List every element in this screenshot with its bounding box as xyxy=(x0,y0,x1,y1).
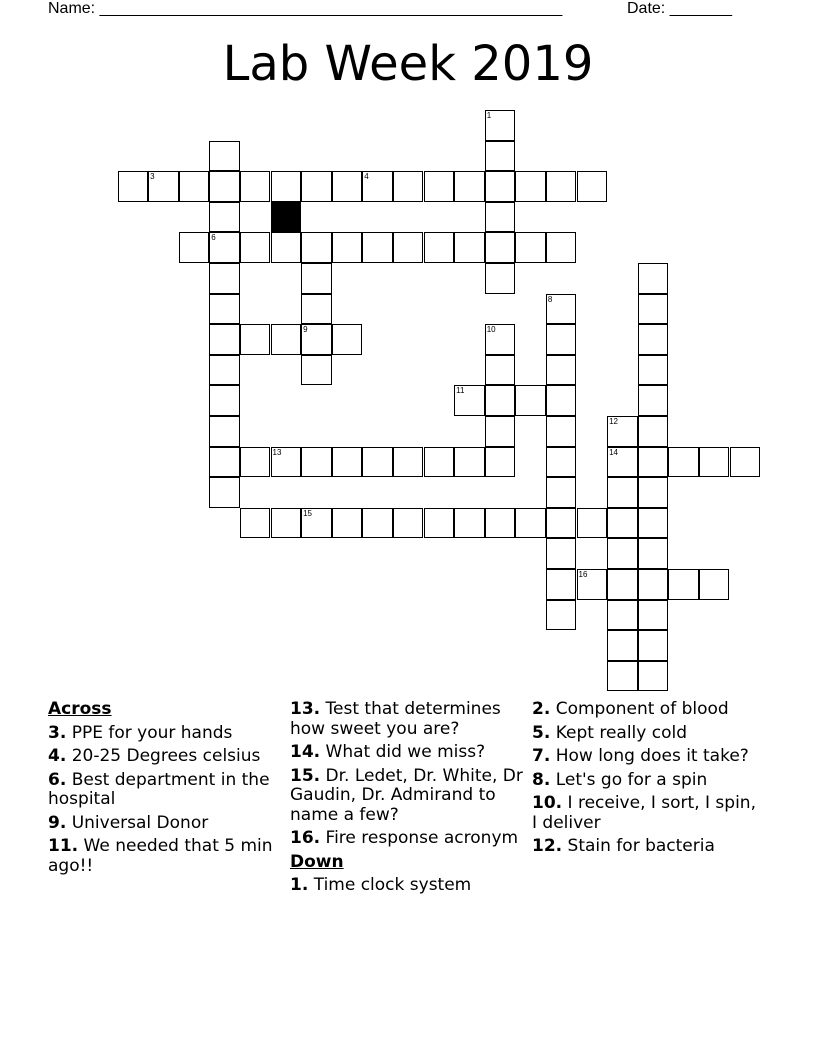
clue-number: 16 xyxy=(578,570,588,579)
clue-number: 9 xyxy=(303,325,308,335)
grid-cell[interactable] xyxy=(209,447,240,478)
grid-cell[interactable] xyxy=(424,232,455,263)
grid-cell[interactable] xyxy=(577,508,608,539)
clue-number: 4 xyxy=(364,172,369,182)
grid-cell[interactable] xyxy=(332,171,363,202)
clue-number: 14 xyxy=(609,447,618,457)
grid-cell[interactable] xyxy=(485,263,516,294)
grid-cell[interactable] xyxy=(485,324,516,355)
grid-cell[interactable] xyxy=(607,416,638,447)
clue-item-text: Best department in the hospital xyxy=(48,769,270,809)
clue-item-number: 16. xyxy=(290,828,321,848)
grid-cell[interactable] xyxy=(638,630,669,661)
clue-number: 12 xyxy=(609,417,618,426)
grid-cell[interactable] xyxy=(393,171,424,202)
grid-cell[interactable] xyxy=(546,355,577,386)
clue-item xyxy=(48,747,273,767)
across-clue-list-continued xyxy=(290,700,526,849)
clue-item-text: PPE for your hands xyxy=(71,722,233,743)
clue-item-text: Stain for bacteria xyxy=(567,836,715,856)
grid-cell[interactable] xyxy=(240,232,271,263)
clue-item-text: I receive, I sort, I spin, I deliver xyxy=(532,793,756,833)
grid-cell[interactable] xyxy=(485,110,516,141)
grid-cell[interactable] xyxy=(607,447,638,478)
grid-cell[interactable] xyxy=(209,355,240,386)
clue-item-number: 4. xyxy=(48,746,67,766)
grid-cell[interactable] xyxy=(209,385,240,416)
grid-cell[interactable] xyxy=(485,141,516,172)
grid-cell[interactable] xyxy=(638,600,669,631)
grid-cell[interactable] xyxy=(668,447,699,478)
clue-item-text: How long does it take? xyxy=(555,746,749,766)
grid-cell[interactable] xyxy=(362,508,393,539)
grid-cell[interactable] xyxy=(209,294,240,325)
grid-cell[interactable] xyxy=(424,171,455,202)
clue-item xyxy=(532,700,762,720)
grid-cell[interactable] xyxy=(454,232,485,263)
clue-number: 13 xyxy=(272,447,282,457)
date-field[interactable]: Date: _______ xyxy=(627,0,732,17)
grid-cell[interactable] xyxy=(301,171,332,202)
clue-item-number: 2. xyxy=(532,699,551,719)
grid-cell[interactable] xyxy=(638,508,669,539)
clue-item-text: Let's go for a spin xyxy=(555,769,708,790)
clue-item-number: 6. xyxy=(48,769,67,790)
grid-cell[interactable] xyxy=(638,569,669,600)
grid-cell[interactable] xyxy=(638,385,669,416)
grid-cell[interactable] xyxy=(607,661,638,692)
grid-cell[interactable] xyxy=(209,232,240,263)
clue-item-text: We needed that 5 min ago!! xyxy=(48,836,273,876)
clue-number: 6 xyxy=(211,233,216,243)
grid-cell[interactable] xyxy=(577,569,608,600)
clue-item-number: 15. xyxy=(290,765,321,786)
grid-cell[interactable] xyxy=(240,171,271,202)
grid-cell[interactable] xyxy=(638,477,669,508)
grid-cell[interactable] xyxy=(485,508,516,539)
grid-cell[interactable] xyxy=(454,447,485,478)
clues-column-2 xyxy=(290,700,526,900)
down-heading: Down xyxy=(290,851,344,872)
grid-cell[interactable] xyxy=(240,447,271,478)
grid-cell[interactable] xyxy=(546,508,577,539)
grid-cell[interactable] xyxy=(607,508,638,539)
grid-cell[interactable] xyxy=(424,508,455,539)
grid-cell[interactable] xyxy=(546,477,577,508)
clue-item xyxy=(290,767,526,826)
grid-cell[interactable] xyxy=(332,324,363,355)
clue-item xyxy=(532,771,762,791)
grid-cell[interactable] xyxy=(240,324,271,355)
grid-cell[interactable] xyxy=(546,324,577,355)
name-field[interactable]: Name: ____________________________________________________ xyxy=(48,0,563,17)
grid-cell[interactable] xyxy=(485,447,516,478)
clue-item-number: 10. xyxy=(532,793,563,813)
clue-number: 3 xyxy=(150,172,155,182)
clue-item-number: 9. xyxy=(48,812,67,833)
clue-item xyxy=(532,794,762,833)
grid-cell[interactable] xyxy=(607,600,638,631)
grid-cell[interactable] xyxy=(577,171,608,202)
grid-cell[interactable] xyxy=(546,538,577,569)
grid-cell[interactable] xyxy=(301,294,332,325)
grid-cell[interactable] xyxy=(515,385,546,416)
grid-cell[interactable] xyxy=(607,569,638,600)
across-clue-list xyxy=(48,724,273,877)
clue-item-number: 12. xyxy=(532,836,563,856)
clue-number: 11 xyxy=(456,386,465,396)
grid-cell[interactable] xyxy=(332,447,363,478)
clue-item-text: Fire response acronym xyxy=(325,828,519,848)
black-square xyxy=(271,202,302,233)
grid-cell[interactable] xyxy=(546,416,577,447)
clue-item xyxy=(290,700,526,739)
clue-item-text: Kept really cold xyxy=(555,722,687,743)
grid-cell[interactable] xyxy=(301,508,332,539)
grid-cell[interactable] xyxy=(362,171,393,202)
grid-cell[interactable] xyxy=(638,324,669,355)
grid-cell[interactable] xyxy=(332,508,363,539)
grid-cell[interactable] xyxy=(546,600,577,631)
grid-cell[interactable] xyxy=(301,263,332,294)
clue-item-number: 11. xyxy=(48,836,79,856)
grid-cell[interactable] xyxy=(546,232,577,263)
grid-cell[interactable] xyxy=(638,447,669,478)
clue-item-number: 7. xyxy=(532,746,551,766)
clue-item-text: Time clock system xyxy=(313,875,472,895)
grid-cell[interactable] xyxy=(485,385,516,416)
grid-cell[interactable] xyxy=(209,324,240,355)
grid-cell[interactable] xyxy=(638,661,669,692)
grid-cell[interactable] xyxy=(393,447,424,478)
grid-cell[interactable] xyxy=(699,447,730,478)
grid-cell[interactable] xyxy=(332,232,363,263)
grid-cell[interactable] xyxy=(638,263,669,294)
grid-cell[interactable] xyxy=(454,171,485,202)
clue-item-text: 20-25 Degrees celsius xyxy=(71,746,261,766)
grid-cell[interactable] xyxy=(209,477,240,508)
grid-cell[interactable] xyxy=(179,171,210,202)
grid-cell[interactable] xyxy=(485,171,516,202)
grid-cell[interactable] xyxy=(546,447,577,478)
grid-cell[interactable] xyxy=(607,538,638,569)
grid-cell[interactable] xyxy=(209,171,240,202)
clue-item-text: Test that determines how sweet you are? xyxy=(290,699,501,739)
grid-cell[interactable] xyxy=(118,171,149,202)
grid-cell[interactable] xyxy=(730,447,761,478)
grid-cell[interactable] xyxy=(515,232,546,263)
clue-item xyxy=(290,743,526,763)
clue-item xyxy=(48,771,273,810)
grid-cell[interactable] xyxy=(209,202,240,233)
clue-item-text: Universal Donor xyxy=(71,812,209,833)
clues-column-1 xyxy=(48,700,273,880)
clue-item xyxy=(532,724,762,744)
grid-cell[interactable] xyxy=(607,630,638,661)
grid-cell[interactable] xyxy=(271,171,302,202)
grid-cell[interactable] xyxy=(301,324,332,355)
grid-cell[interactable] xyxy=(515,171,546,202)
grid-cell[interactable] xyxy=(271,508,302,539)
grid-cell[interactable] xyxy=(638,538,669,569)
grid-cell[interactable] xyxy=(179,232,210,263)
grid-cell[interactable] xyxy=(515,508,546,539)
clue-item xyxy=(48,837,273,876)
grid-cell[interactable] xyxy=(638,355,669,386)
grid-cell[interactable] xyxy=(607,477,638,508)
grid-cell[interactable] xyxy=(454,508,485,539)
clue-item xyxy=(48,814,273,834)
clue-item-number: 1. xyxy=(290,875,309,895)
clue-item xyxy=(48,724,273,744)
grid-cell[interactable] xyxy=(485,202,516,233)
clue-item-text: Dr. Ledet, Dr. White, Dr Gaudin, Dr. Admirand to name a few? xyxy=(290,765,523,825)
grid-cell[interactable] xyxy=(301,232,332,263)
clue-item-number: 8. xyxy=(532,769,551,790)
clue-number: 10 xyxy=(486,325,496,335)
grid-cell[interactable] xyxy=(485,355,516,386)
clue-number: 8 xyxy=(547,294,553,304)
grid-cell[interactable] xyxy=(424,447,455,478)
clue-item-number: 5. xyxy=(532,722,551,743)
clue-number: 15 xyxy=(303,508,312,518)
clue-item xyxy=(290,829,526,849)
grid-cell[interactable] xyxy=(148,171,179,202)
grid-cell[interactable] xyxy=(209,416,240,447)
grid-cell[interactable] xyxy=(485,416,516,447)
clue-item xyxy=(532,837,762,857)
clue-item xyxy=(290,876,526,896)
grid-cell[interactable] xyxy=(209,263,240,294)
grid-cell[interactable] xyxy=(271,447,302,478)
grid-cell[interactable] xyxy=(301,355,332,386)
grid-cell[interactable] xyxy=(546,294,577,325)
down-clue-list xyxy=(290,876,526,896)
grid-cell[interactable] xyxy=(393,232,424,263)
grid-cell[interactable] xyxy=(638,416,669,447)
across-heading: Across xyxy=(48,699,112,719)
clue-item xyxy=(532,747,762,767)
grid-cell[interactable] xyxy=(362,232,393,263)
clues-column-3 xyxy=(532,700,762,861)
clue-item-number: 14. xyxy=(290,742,321,762)
down-clue-list-continued xyxy=(532,700,762,857)
grid-cell[interactable] xyxy=(454,385,485,416)
grid-cell[interactable] xyxy=(546,171,577,202)
grid-cell[interactable] xyxy=(546,385,577,416)
clue-item-number: 3. xyxy=(48,722,67,743)
clue-item-number: 13. xyxy=(290,699,321,719)
grid-cell[interactable] xyxy=(240,508,271,539)
grid-cell[interactable] xyxy=(393,508,424,539)
grid-cell[interactable] xyxy=(699,569,730,600)
grid-cell[interactable] xyxy=(638,294,669,325)
clue-item-text: What did we miss? xyxy=(325,742,486,762)
clue-item-text: Component of blood xyxy=(555,699,729,719)
grid-cell[interactable] xyxy=(362,447,393,478)
grid-cell[interactable] xyxy=(485,232,516,263)
grid-cell[interactable] xyxy=(301,447,332,478)
puzzle-title: Lab Week 2019 xyxy=(222,36,594,92)
grid-cell[interactable] xyxy=(271,232,302,263)
clue-number: 1 xyxy=(486,111,492,120)
grid-cell[interactable] xyxy=(668,569,699,600)
grid-cell[interactable] xyxy=(271,324,302,355)
grid-cell[interactable] xyxy=(209,141,240,172)
grid-cell[interactable] xyxy=(546,569,577,600)
